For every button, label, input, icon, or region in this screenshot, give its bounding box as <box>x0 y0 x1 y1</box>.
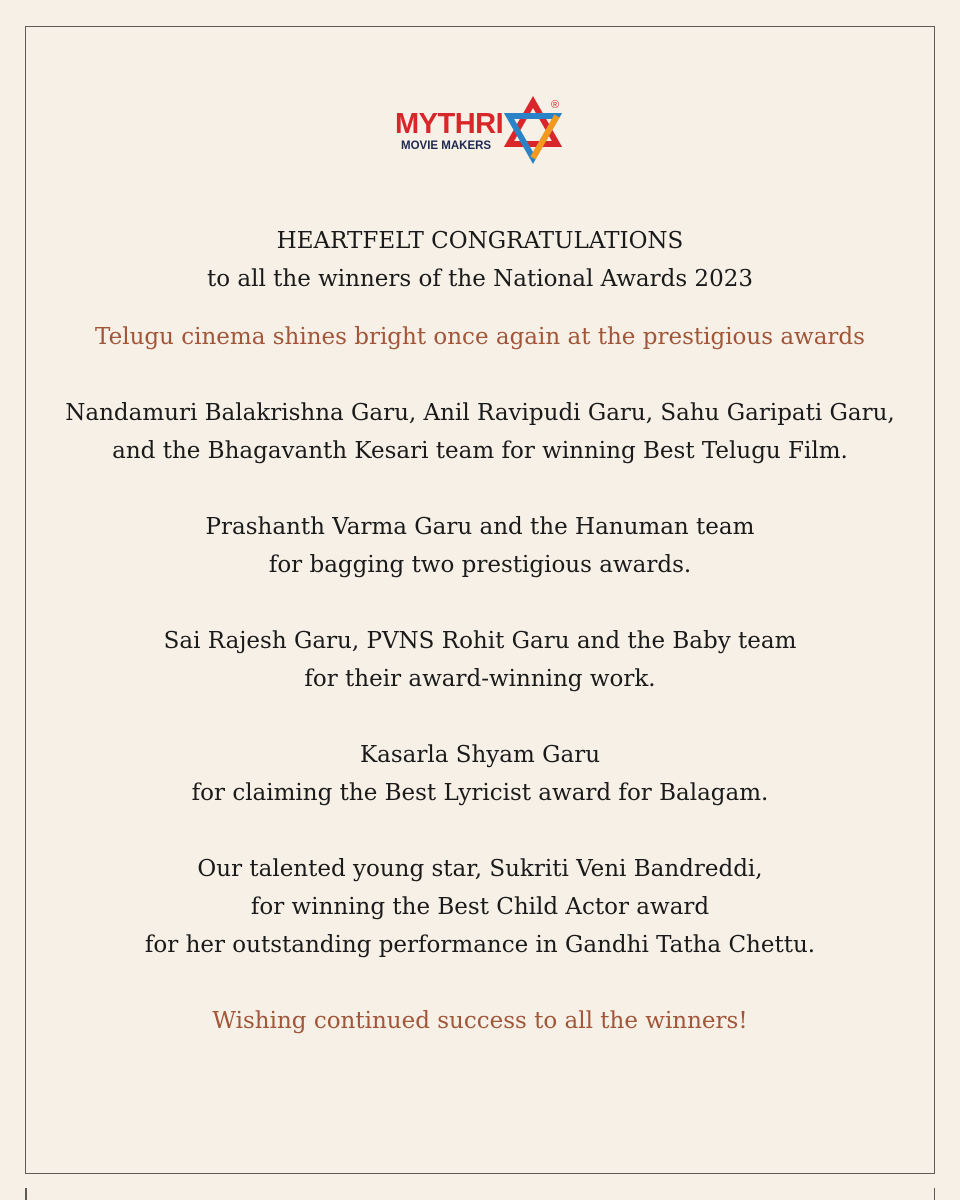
registered-mark: ® <box>551 99 560 111</box>
star-icon <box>503 96 567 166</box>
tagline: Telugu cinema shines bright once again at the prestigious awards <box>95 324 865 350</box>
award-line: Sai Rajesh Garu, PVNS Rohit Garu and the Baby team <box>163 628 797 654</box>
award-line: Nandamuri Balakrishna Garu, Anil Ravipudi Garu, Sahu Garipati Garu, <box>65 400 895 426</box>
message-body <box>0 222 960 1040</box>
heading-subtitle: to all the winners of the National Awards 2023 <box>207 266 753 292</box>
award-line: Kasarla Shyam Garu <box>359 742 601 768</box>
heading-title: HEARTFELT CONGRATULATIONS <box>276 228 684 254</box>
award-line: for her outstanding performance in Gandhi Tatha Chettu. <box>144 932 816 958</box>
closing-line: Wishing continued success to all the winners! <box>212 1008 748 1034</box>
award-line: and the Bhagavanth Kesari team for winning Best Telugu Film. <box>112 438 848 464</box>
award-line: for their award-winning work. <box>304 666 656 692</box>
logo-word-mythri: MYTHRI <box>395 108 504 140</box>
mythri-logo <box>395 96 567 168</box>
award-line: for claiming the Best Lyricist award for Balagam. <box>191 780 769 806</box>
award-line: Our talented young star, Sukriti Veni Bandreddi, <box>197 856 763 882</box>
border-bottom-ticks <box>25 1174 935 1200</box>
award-line: for bagging two prestigious awards. <box>268 552 692 578</box>
award-line: Prashanth Varma Garu and the Hanuman team <box>205 514 755 540</box>
award-line: for winning the Best Child Actor award <box>250 894 710 920</box>
logo-word-movie-makers: MOVIE MAKERS <box>401 140 492 152</box>
